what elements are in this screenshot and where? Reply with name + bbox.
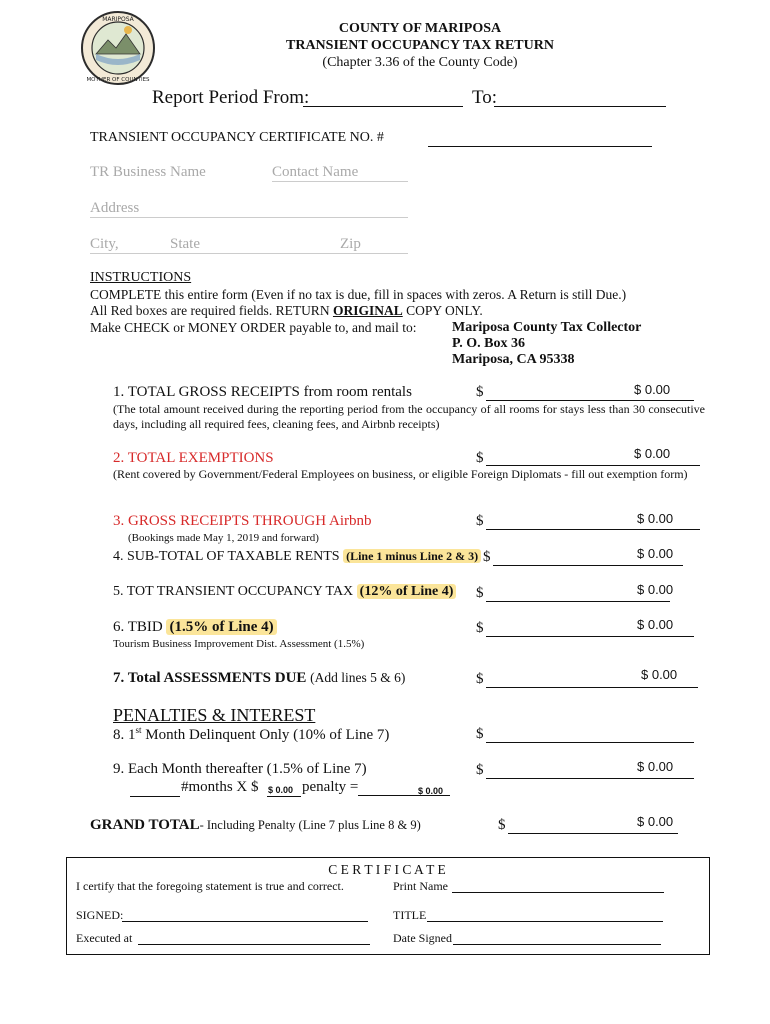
mail-address-2: P. O. Box 36: [452, 336, 525, 351]
certificate-no-label: TRANSIENT OCCUPANCY CERTIFICATE NO. #: [90, 130, 384, 145]
line5-field-underline: [486, 601, 670, 602]
address-underline: [90, 217, 408, 218]
line9-field-underline: [486, 778, 694, 779]
line1-note: (The total amount received during the reporting period from the occupancy of all rooms for stays less than 30 consecutive days, including all required fees, cleaning fees, and Airbnb receipts): [113, 402, 705, 431]
months-value[interactable]: $ 0.00: [268, 785, 294, 795]
line2-field-underline: [486, 465, 700, 466]
line3-dollar: $: [476, 513, 484, 529]
line7-label: [113, 670, 405, 687]
line5-value[interactable]: $ 0.00: [637, 582, 674, 597]
line2-dollar: $: [476, 450, 484, 466]
header-form-title: TRANSIENT OCCUPANCY TAX RETURN: [286, 38, 554, 53]
line6-field-underline: [486, 636, 694, 637]
zip-field[interactable]: Zip: [340, 236, 361, 252]
line7-field-underline: [486, 687, 698, 688]
instructions-original: ORIGINAL: [332, 303, 403, 318]
header-chapter: (Chapter 3.36 of the County Code): [322, 55, 518, 70]
line3-note: (Bookings made May 1, 2019 and forward): [128, 532, 319, 544]
mail-address-1: Mariposa County Tax Collector: [452, 320, 642, 335]
line6-label-text: 6. TBID: [113, 619, 167, 635]
line7-value[interactable]: $ 0.00: [641, 667, 678, 682]
contact-name-field[interactable]: Contact Name: [272, 164, 359, 180]
mail-address-3: Mariposa, CA 95338: [452, 352, 575, 367]
city-state-zip-underline: [90, 253, 408, 254]
instructions-title: INSTRUCTIONS: [90, 270, 192, 285]
penalty-label: penalty =: [302, 779, 359, 795]
header-county: COUNTY OF MARIPOSA: [338, 21, 502, 36]
line8-label: [113, 725, 389, 744]
line6-label: [113, 619, 277, 636]
line9-label: 9. Each Month thereafter (1.5% of Line 7): [113, 761, 367, 777]
grand-total-dollar: $: [498, 817, 506, 833]
line1-label: 1. TOTAL GROSS RECEIPTS from room rentals: [113, 384, 412, 400]
certificate-no-field[interactable]: [428, 146, 652, 147]
line4-dollar: $: [483, 549, 491, 565]
line5-label: [113, 584, 456, 600]
executed-at-field[interactable]: [138, 944, 370, 945]
instructions-line2: [90, 303, 483, 319]
line6-formula: (1.5% of Line 4): [166, 619, 276, 635]
line6-value[interactable]: $ 0.00: [637, 617, 674, 632]
line7-label-bold: 7. Total ASSESSMENTS DUE: [113, 670, 311, 686]
executed-at-label: Executed at: [76, 931, 133, 945]
line3-value[interactable]: $ 0.00: [637, 511, 674, 526]
grand-total-label: [90, 816, 421, 834]
line8-field[interactable]: [486, 742, 694, 743]
grand-total-value[interactable]: $ 0.00: [637, 814, 674, 829]
svg-text:MOTHER OF COUNTIES: MOTHER OF COUNTIES: [86, 77, 150, 83]
months-label: #months X $: [181, 779, 259, 795]
state-field[interactable]: State: [170, 236, 200, 252]
grand-total-note: - Including Penalty (Line 7 plus Line 8 & 9): [199, 818, 421, 832]
line8-dollar: $: [476, 726, 484, 742]
line4-formula: (Line 1 minus Line 2 & 3): [343, 549, 481, 563]
business-name-field[interactable]: TR Business Name: [90, 164, 206, 180]
line5-label-text: 5. TOT TRANSIENT OCCUPANCY TAX: [113, 584, 357, 599]
line1-dollar: $: [476, 384, 484, 400]
instructions-line2-text: All Red boxes are required fields. RETURN: [90, 303, 333, 318]
line7-dollar: $: [476, 671, 484, 687]
date-signed-field[interactable]: [453, 944, 661, 945]
line2-note: (Rent covered by Government/Federal Employees on business, or eligible Foreign Diplomats - fill out exemption form): [113, 467, 688, 481]
title-field[interactable]: [427, 921, 663, 922]
print-name-field[interactable]: [452, 892, 664, 893]
months-rate-underline: [267, 796, 301, 797]
line9-value[interactable]: $ 0.00: [637, 759, 674, 774]
date-signed-label: Date Signed: [393, 931, 452, 945]
instructions-line2-end: COPY ONLY.: [402, 303, 483, 318]
line8-sup: st: [135, 725, 142, 735]
grand-total-bold: GRAND TOTAL: [90, 817, 200, 833]
print-name-label: Print Name: [393, 879, 448, 893]
months-count-field[interactable]: [130, 796, 180, 797]
report-period-from-label: Report Period From:: [152, 87, 310, 108]
instructions-line1: COMPLETE this entire form (Even if no tax is due, fill in spaces with zeros. A Return is still Due.): [90, 287, 627, 302]
line8-label-a: 8. 1: [113, 727, 136, 743]
title-label: TITLE: [393, 908, 427, 922]
line3-label: 3. GROSS RECEIPTS THROUGH Airbnb: [113, 513, 372, 529]
line9-dollar: $: [476, 762, 484, 778]
penalty-value[interactable]: $ 0.00: [418, 786, 444, 796]
line2-label: 2. TOTAL EXEMPTIONS: [113, 450, 274, 466]
line2-value[interactable]: $ 0.00: [634, 446, 671, 461]
signed-field[interactable]: [122, 921, 368, 922]
penalties-title: PENALTIES & INTEREST: [113, 705, 316, 725]
line4-value[interactable]: $ 0.00: [637, 546, 674, 561]
line6-dollar: $: [476, 620, 484, 636]
contact-name-underline: [272, 181, 408, 182]
line7-label-note: (Add lines 5 & 6): [310, 670, 406, 685]
address-field[interactable]: Address: [90, 200, 140, 216]
line5-formula: (12% of Line 4): [357, 584, 457, 599]
line5-dollar: $: [476, 585, 484, 601]
report-period-to-field[interactable]: [494, 106, 666, 107]
svg-text:MARIPOSA: MARIPOSA: [102, 16, 134, 23]
certificate-title: C E R T I F I C A T E: [328, 862, 446, 877]
instructions-line3: Make CHECK or MONEY ORDER payable to, and mail to:: [90, 320, 417, 335]
report-period-to-label: To:: [472, 87, 498, 108]
signed-label: SIGNED:: [76, 908, 124, 922]
report-period-from-field[interactable]: [303, 106, 463, 107]
county-seal: [80, 10, 156, 86]
line8-label-b: Month Delinquent Only (10% of Line 7): [141, 727, 390, 743]
line1-field-underline: [486, 400, 694, 401]
line3-field-underline: [486, 529, 700, 530]
line6-note: Tourism Business Improvement Dist. Assessment (1.5%): [113, 638, 365, 650]
line1-value[interactable]: $ 0.00: [634, 382, 671, 397]
city-field[interactable]: City,: [90, 236, 119, 252]
line4-label: [113, 549, 481, 565]
line4-field-underline: [493, 565, 683, 566]
certificate-statement: I certify that the foregoing statement is true and correct.: [76, 879, 344, 893]
grand-total-field-underline: [508, 833, 678, 834]
line4-label-text: 4. SUB-TOTAL OF TAXABLE RENTS: [113, 549, 344, 564]
